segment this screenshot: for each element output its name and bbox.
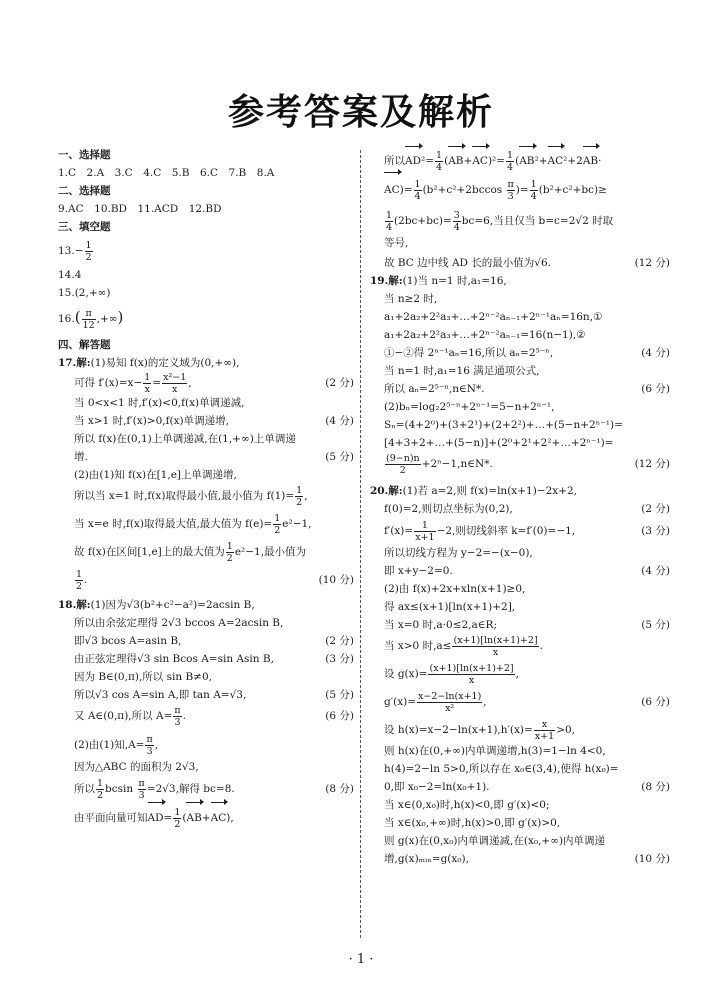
- r-line-1: 所以AD²= $\frac{1}{4}$ (AB+AC)²= $\frac{1}{4}$ (AB²+AC²+2AB·: [384, 149, 602, 173]
- q19-line-10: [4+3+2+…+(5−n)]+(2⁰+2¹+2²+…+2ⁿ⁻¹)=: [384, 437, 614, 449]
- q18-line-3: 即√3 bcos A=asin B, (2 分): [74, 635, 354, 647]
- points-label: (6 分): [641, 696, 670, 708]
- q18-line-11: 由平面向量可知AD= $\frac{1}{2}$ (AB+AC),: [58, 804, 354, 832]
- right-column: [370, 148, 670, 866]
- q19-line-6: 当 n=1 时,a₁=16 满足通项公式,: [384, 365, 540, 377]
- fraction: $\frac{\pi}{12}$: [82, 307, 95, 331]
- q17-line-3: 当 0<x<1 时,f′(x)<0,f(x)单调递减,: [74, 397, 245, 409]
- q20-line-10: 设 g(x)= $\frac{(x+1)[\ln(x+1)+2]}{x}$ ,: [384, 662, 519, 686]
- q17-line-10: 故 f(x)在区间[1,e]上的最大值为 $\frac{1}{2}$ e²−1,最小值为: [74, 540, 307, 564]
- q19-line-7: 所以 aₙ=2⁵⁻ⁿ,n∈N*. (6 分): [384, 383, 670, 395]
- q20-line-18: 则 g(x)在(0,x₀)内单调递减,在(x₀,+∞)内单调递: [384, 835, 606, 847]
- q20-line-2: f(0)=2,则切点坐标为(0,2), (2 分): [384, 503, 670, 515]
- q20-line-15: 0,即 x₀−2=ln(x₀+1). (8 分): [384, 781, 670, 793]
- points-label: (12 分): [634, 458, 670, 470]
- points-label: (10 分): [318, 574, 354, 586]
- points-label: (10 分): [634, 853, 670, 865]
- q20-line-9: 当 x>0 时,a≤ $\frac{(x+1)[\ln(x+1)+2]}{x}$ .: [384, 634, 543, 658]
- points-label: (2 分): [325, 377, 354, 389]
- q20-line-7: 得 ax≤(x+1)[ln(x+1)+2],: [384, 601, 516, 613]
- r-line-3: $\frac{1}{4}$ (2bc+bc)= $\frac{3}{4}$ bc=6,当且仅当 b=c=2√2 时取: [386, 209, 614, 233]
- q17-line-2: 可得 f′(x)=x− $\frac{1}{x}$ = $\frac{\text{x²−1}}{x}$ , (2 分): [74, 371, 354, 395]
- points-label: (4 分): [641, 347, 670, 359]
- q20-line-12: 设 h(x)=x−2−ln(x+1),h′(x)= $\frac{x}{x+1}$ >0,: [384, 718, 576, 742]
- points-label: (4 分): [641, 565, 670, 577]
- points-label: (2 分): [325, 635, 354, 647]
- q18-line-10: 所以 $\frac{1}{2}$ bcsin $\frac{\pi}{3}$ =2√3,解得 bc=8. (8 分): [58, 774, 354, 804]
- q19-line-5: ①−②得 2ⁿ⁻¹aₙ=16,所以 aₙ=2⁵⁻ⁿ, (4 分): [384, 347, 670, 359]
- q20-line-19: 增,g(x)ₘᵢₙ=g(x₀), (10 分): [384, 853, 670, 865]
- points-label: (5 分): [325, 689, 354, 701]
- r-line-5: 故 BC 边中线 AD 长的最小值为√6. (12 分): [384, 257, 670, 269]
- answer-15: 15.(2,+∞): [58, 287, 111, 299]
- points-label: (5 分): [325, 451, 354, 463]
- q20-line-1: 20.解:(1)若 a=2,则 f(x)=ln(x+1)−2x+2,: [370, 485, 578, 497]
- q18-line-4: 由正弦定理得√3 sin Bcos A=sin Asin B, (3 分): [74, 653, 354, 665]
- q19-line-2: 当 n≥2 时,: [384, 293, 438, 305]
- q20-line-14: h(4)=2−ln 5>0,所以存在 x₀∈(3,4),使得 h(x₀)=: [384, 763, 619, 775]
- fraction: $\frac{1}{2}$: [85, 239, 92, 263]
- points-label: (6 分): [641, 383, 670, 395]
- points-label: (3 分): [325, 653, 354, 665]
- points-label: (5 分): [641, 619, 670, 631]
- points-label: (3 分): [641, 525, 670, 537]
- r-line-4: 等号,: [384, 237, 409, 249]
- q17-line-1: 17.解:(1)易知 f(x)的定义域为(0,+∞),: [58, 357, 240, 369]
- answer-16: 16.( $\frac{\pi}{12}$ ,+∞): [58, 307, 124, 331]
- points-label: (6 分): [325, 710, 354, 722]
- q18-line-8: (2)由(1)知,A= $\frac{\pi}{3}$ ,: [74, 733, 159, 757]
- q19-line-8: (2)bₙ=log₂2⁵⁻ⁿ+2ⁿ⁻¹=5−n+2ⁿ⁻¹,: [384, 401, 555, 413]
- q18-line-7: 又 A∈(0,π),所以 A= $\frac{\pi}{3}$ . (6 分): [58, 702, 354, 730]
- points-label: (8 分): [325, 783, 354, 795]
- q20-line-17: 当 x∈(x₀,+∞)时,h(x)>0,即 g′(x)>0,: [384, 817, 561, 829]
- answer-line: 9.AC 10.BD 11.ACD 12.BD: [58, 203, 222, 215]
- q20-line-6: (2)由 f(x)+2x+xln(x+1)≥0,: [384, 583, 526, 595]
- q17-line-8: 所以当 x=1 时,f(x)取得最小值,最小值为 f(1)= $\frac{1}{2}$ ,: [74, 484, 308, 508]
- q17-line-11: $\frac{1}{2}$ . (10 分): [58, 566, 354, 594]
- q17-line-4: 当 x>1 时,f′(x)>0,f(x)单调递增, (4 分): [74, 415, 354, 427]
- q19-line-1: 19.解:(1)当 n=1 时,a₁=16,: [370, 275, 507, 287]
- section-heading: 四、解答题: [58, 339, 111, 351]
- left-column: [58, 148, 354, 832]
- q17-line-9: 当 x=e 时,f(x)取得最大值,最大值为 f(e)= $\frac{1}{2}$ e²−1,: [74, 512, 312, 536]
- q20-line-5: 即 x+y−2=0. (4 分): [384, 565, 670, 577]
- q17-line-5: 所以 f(x)在(0,1)上单调递减,在(1,+∞)上单调递: [74, 433, 296, 445]
- points-label: (8 分): [641, 781, 670, 793]
- q17-line-6: 增. (5 分): [74, 451, 354, 463]
- q20-line-13: 则 h(x)在(0,+∞)内单调递增,h(3)=1−ln 4<0,: [384, 745, 606, 757]
- column-divider: [360, 150, 361, 938]
- q18-line-2: 所以由余弦定理得 2√3 bccos A=2acsin B,: [74, 617, 284, 629]
- answer-14: 14.4: [58, 269, 82, 281]
- points-label: (4 分): [325, 415, 354, 427]
- answer-line: 1.C 2.A 3.C 4.C 5.B 6.C 7.B 8.A: [58, 167, 275, 179]
- q19-line-4: a₁+2a₂+2²a₃+…+2ⁿ⁻²aₙ₋₁=16(n−1),②: [384, 329, 586, 341]
- points-label: (12 分): [634, 257, 670, 269]
- q20-line-11: g′(x)= $\frac{x-2-\ln(x+1)}{\text{x²}}$ , (6 分): [370, 688, 670, 716]
- answer-13: 13.− $\frac{1}{2}$: [58, 239, 92, 263]
- points-label: (2 分): [641, 503, 670, 515]
- q18-line-9: 因为△ABC 的面积为 2√3,: [74, 761, 199, 773]
- q19-line-11: $\frac{(9-n)n}{2}$ +2ⁿ−1,n∈N*. (12 分): [370, 450, 670, 478]
- q20-line-3: f′(x)= $\frac{1}{x+1}$ −2,则切线斜率 k=f′(0)=−1, (3 分): [370, 516, 670, 546]
- section-heading: 三、填空题: [58, 221, 111, 233]
- q18-line-1: 18.解:(1)因为√3(b²+c²−a²)=2acsin B,: [58, 599, 255, 611]
- q17-line-7: (2)由(1)知 f(x)在[1,e]上单调递增,: [74, 469, 237, 481]
- section-heading: 二、选择题: [58, 185, 111, 197]
- q20-line-16: 当 x∈(0,x₀)时,h(x)<0,即 g′(x)<0;: [384, 799, 550, 811]
- section-heading: 一、选择题: [58, 149, 111, 161]
- q18-line-5: 因为 B∈(0,π),所以 sin B≠0,: [74, 671, 212, 683]
- q18-line-6: 所以√3 cos A=sin A,即 tan A=√3, (5 分): [74, 689, 354, 701]
- q19-line-3: a₁+2a₂+2²a₃+…+2ⁿ⁻²aₙ₋₁+2ⁿ⁻¹aₙ=16n,①: [384, 311, 603, 323]
- q19-line-9: Sₙ=(4+2⁰)+(3+2¹)+(2+2²)+…+(5−n+2ⁿ⁻¹)=: [384, 419, 623, 431]
- q20-line-4: 所以切线方程为 y−2=−(x−0),: [384, 547, 533, 559]
- page-title: 参考答案及解析: [227, 92, 494, 133]
- q20-line-8: 当 x=0 时,a·0≤2,a∈R; (5 分): [384, 619, 670, 631]
- r-line-2: AC)= $\frac{1}{4}$ (b²+c²+2bccos $\frac{\pi}{3}$ )= $\frac{1}{4}$ (b²+c²+bc)≥: [370, 174, 670, 206]
- page-number: · 1 ·: [348, 952, 374, 967]
